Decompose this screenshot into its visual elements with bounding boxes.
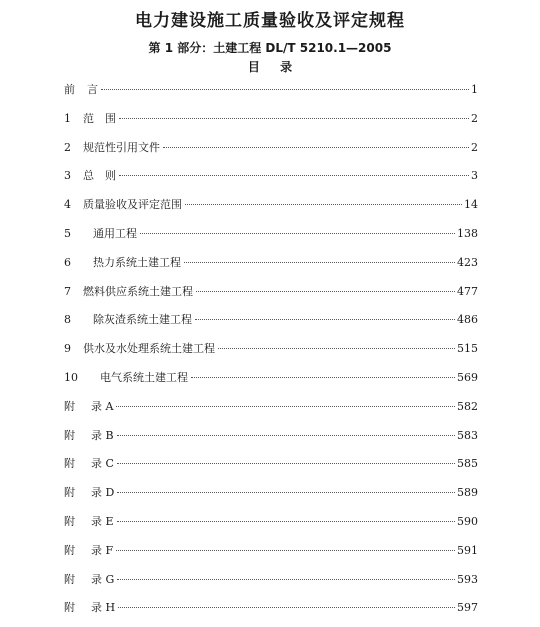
toc-entry[interactable] <box>64 512 478 541</box>
toc-entry[interactable] <box>64 109 478 138</box>
toc-entry-number: 10 <box>64 370 78 384</box>
toc-entry-leader <box>117 579 455 580</box>
toc-entry-leader <box>116 406 455 407</box>
document-title: 电力建设施工质量验收及评定规程 <box>135 11 405 31</box>
toc-entry-number: 附 <box>64 457 75 471</box>
toc-entry[interactable] <box>64 253 478 282</box>
toc-entry-number: 5 <box>64 226 71 240</box>
toc-entry-number: 附 <box>64 572 75 586</box>
toc-entry-title: 质量验收及评定范围 <box>83 198 182 212</box>
toc-entry-title: 总 则 <box>83 169 116 183</box>
toc-entry-title: 录 G <box>91 572 115 586</box>
toc-entry-leader <box>218 348 455 349</box>
toc-entry-page: 589 <box>457 486 478 500</box>
toc-entry-title: 供水及水处理系统土建工程 <box>83 342 215 356</box>
toc-entry[interactable] <box>64 570 478 599</box>
toc-entry-leader <box>118 607 455 608</box>
document-subtitle: 第 1 部分：土建工程 DL/T 5210.1—2005 <box>148 41 392 55</box>
toc-entry[interactable] <box>64 454 478 483</box>
toc-entry-leader <box>185 204 462 205</box>
toc-entry[interactable] <box>64 397 478 426</box>
toc-entry-page: 515 <box>457 342 478 356</box>
toc-entry[interactable] <box>64 282 478 311</box>
toc-entry-page: 477 <box>457 284 478 298</box>
toc-entry-page: 138 <box>457 226 478 240</box>
toc-entry-page: 590 <box>457 514 478 528</box>
toc-entry-title: 电气系统土建工程 <box>100 370 188 384</box>
toc-entry-page: 2 <box>471 140 478 154</box>
toc-entry-page: 486 <box>457 313 478 327</box>
toc-entry-leader <box>117 463 455 464</box>
toc-entry-title: 规范性引用文件 <box>83 140 160 154</box>
toc-entry-page: 569 <box>457 370 478 384</box>
toc-entry-title: 录 C <box>91 457 114 471</box>
toc-entry-number: 前 <box>64 83 75 96</box>
toc-entry-title: 录 F <box>91 543 114 557</box>
toc-entry-title: 范 围 <box>83 111 116 125</box>
toc-entry-leader <box>140 233 455 234</box>
toc-entry-number: 附 <box>64 543 75 557</box>
toc-entry[interactable] <box>64 224 478 253</box>
toc-entry[interactable] <box>64 310 478 339</box>
toc-entry-page: 593 <box>457 572 478 586</box>
toc-entry-number: 6 <box>64 255 71 269</box>
toc-entry-leader <box>117 521 455 522</box>
toc-entry-number: 8 <box>64 313 71 327</box>
toc-entry-number: 附 <box>64 601 75 615</box>
toc-entry-leader <box>196 291 455 292</box>
toc-entry-leader <box>101 89 469 90</box>
toc-entry-number: 4 <box>64 198 71 212</box>
toc-entry-leader <box>191 377 455 378</box>
toc-entry-title: 除灰渣系统土建工程 <box>93 313 192 327</box>
toc-entry-page: 423 <box>457 255 478 269</box>
toc-entry-title: 录 A <box>91 399 114 413</box>
toc-entry[interactable] <box>64 166 478 195</box>
toc-entry-leader <box>163 147 469 148</box>
toc-entry-leader <box>184 262 455 263</box>
toc-entry-page: 2 <box>471 111 478 125</box>
toc-entry-page: 597 <box>457 601 478 615</box>
toc-entry-title: 录 E <box>91 514 114 528</box>
toc-entry-title: 录 H <box>91 601 116 615</box>
toc-entry-number: 附 <box>64 399 75 413</box>
toc-entry[interactable] <box>64 483 478 512</box>
toc-entry[interactable] <box>64 339 478 368</box>
table-of-contents <box>64 80 478 627</box>
toc-entry-title: 热力系统土建工程 <box>93 255 181 269</box>
toc-entry-leader <box>117 492 455 493</box>
toc-entry-title: 通用工程 <box>93 226 137 240</box>
toc-entry-number: 1 <box>64 111 71 125</box>
toc-entry-page: 582 <box>457 399 478 413</box>
toc-entry[interactable] <box>64 368 478 397</box>
toc-entry[interactable] <box>64 598 478 627</box>
toc-entry-page: 3 <box>471 169 478 183</box>
toc-entry-page: 14 <box>464 198 478 212</box>
toc-entry-page: 585 <box>457 457 478 471</box>
toc-entry-title: 燃料供应系统土建工程 <box>83 284 193 298</box>
toc-entry-leader <box>119 118 469 119</box>
toc-entry-title: 录 D <box>91 486 115 500</box>
toc-entry-number: 3 <box>64 169 71 183</box>
toc-entry-number: 2 <box>64 140 71 154</box>
toc-entry-number: 附 <box>64 486 75 500</box>
toc-entry[interactable] <box>64 80 478 109</box>
toc-entry-leader <box>195 319 455 320</box>
toc-entry[interactable] <box>64 138 478 167</box>
toc-entry-page: 1 <box>471 83 478 96</box>
toc-entry-number: 附 <box>64 514 75 528</box>
toc-entry-leader <box>117 435 455 436</box>
toc-entry-number: 7 <box>64 284 71 298</box>
toc-entry-title: 言 <box>87 83 98 96</box>
toc-entry-number: 9 <box>64 342 71 356</box>
toc-entry-leader <box>119 175 469 176</box>
toc-heading: 目 录 <box>247 60 301 74</box>
toc-entry-title: 录 B <box>91 428 114 442</box>
toc-entry-page: 583 <box>457 428 478 442</box>
toc-entry[interactable] <box>64 195 478 224</box>
toc-entry[interactable] <box>64 541 478 570</box>
toc-entry-page: 591 <box>457 543 478 557</box>
toc-entry-leader <box>116 550 455 551</box>
toc-entry-number: 附 <box>64 428 75 442</box>
toc-entry[interactable] <box>64 426 478 455</box>
